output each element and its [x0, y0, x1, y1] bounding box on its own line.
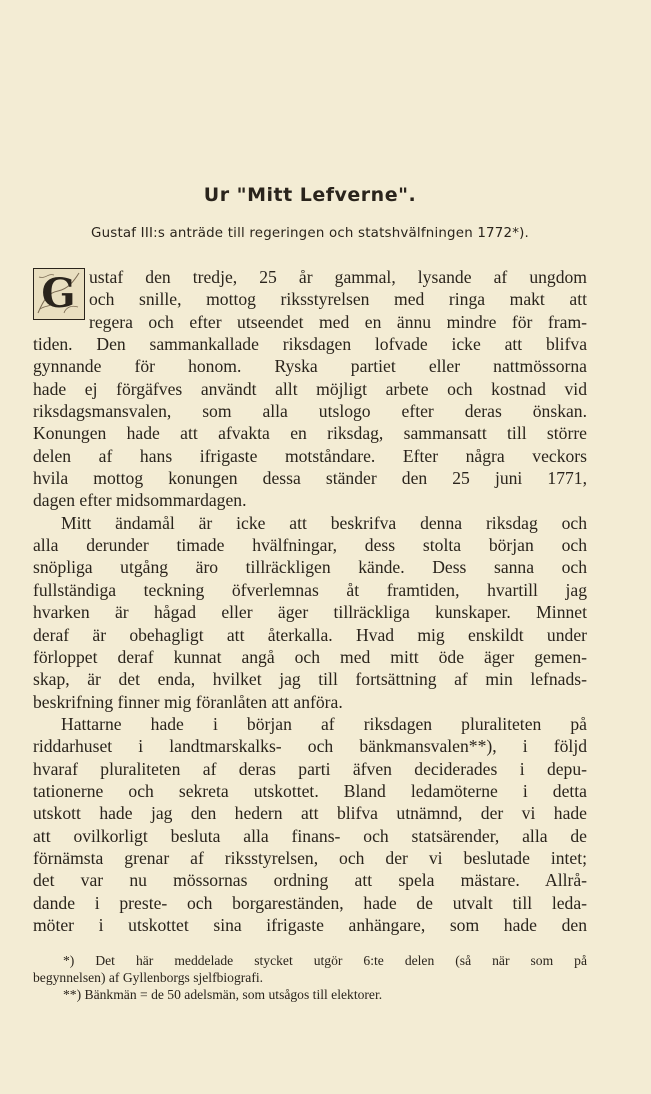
text-line: dagen efter midsommardagen.	[33, 490, 247, 511]
text-line: Mitt ändamål är icke att beskrifva denna riksdag och	[61, 512, 587, 533]
text-line: förnämsta grenar af riksstyrelsen, och der vi beslutade intet;	[33, 847, 587, 868]
text-line: alla derunder timade hvälfningar, dess stolta början och	[33, 535, 587, 556]
footnote-line: *) Det här meddelade stycket utgör 6:te delen (så när som på	[63, 953, 587, 968]
text-line: och snille, mottog riksstyrelsen med ringa makt att	[89, 289, 587, 310]
text-line: hvaraf pluraliteten af deras parti äfven deciderades i depu-	[33, 758, 587, 779]
text-line: hvila mottog konungen dessa ständer den 25 juni 1771,	[33, 468, 587, 489]
text-line: tationerne och sekreta utskottet. Bland ledamöterne i detta	[33, 780, 587, 801]
text-line: skap, är det enda, hvilket jag till fortsättning af min lefnads-	[33, 669, 587, 690]
text-line: snöpliga utgång äro tillräckligen kände. Dess sanna och	[33, 557, 587, 578]
text-line: Konungen hade att afvakta en riksdag, sammansatt till större	[33, 423, 587, 444]
text-line: hvarken är hågad eller äger tillräckliga kunskaper. Minnet	[33, 602, 587, 623]
text-line: riddarhuset i landtmarskalks- och bänkmansvalen**), i följd	[33, 736, 587, 757]
body-text	[33, 266, 587, 936]
text-line: förloppet deraf kunnat angå och med mitt öde äger gemen-	[33, 646, 587, 667]
text-line: det var nu mössornas ordning att spela mästare. Allrå-	[33, 870, 587, 891]
text-line: gynnande för honom. Ryska partiet eller nattmössorna	[33, 356, 587, 377]
text-line: deraf är obehagligt att återkalla. Hvad mig enskildt under	[33, 624, 587, 645]
text-line: riksdagsmansvalen, som alla utslogo efter deras önskan.	[33, 401, 587, 422]
text-line: dande i preste- och borgareständen, hade de utvalt till leda-	[33, 892, 587, 913]
subtitle: Gustaf III:s anträde till regeringen och statshvälfningen 1772*).	[91, 226, 529, 241]
page-title: Ur "Mitt Lefverne".	[203, 184, 417, 206]
footnotes	[33, 952, 587, 1003]
dropcap-letter: G	[41, 270, 76, 317]
text-line: regera och efter utseendet med en ännu mindre för fram-	[89, 311, 587, 332]
text-line: delen af hans ifrigaste motståndare. Efter några veckors	[33, 445, 587, 466]
text-line: beskrifning finner mig föranlåten att anföra.	[33, 691, 343, 712]
text-line: ustaf den tredje, 25 år gammal, lysande af ungdom	[89, 267, 587, 287]
footnote-line: begynnelsen) af Gyllenborgs sjelfbiografi.	[33, 970, 264, 985]
text-line: Hattarne hade i början af riksdagen pluraliteten på	[61, 713, 587, 734]
text-line: fullständiga teckning öfverlemnas åt framtiden, hvartill jag	[33, 579, 587, 600]
text-line: hade ej förgäfves användt allt möjligt arbete och kostnad vid	[33, 378, 587, 399]
text-line: att ovilkorligt besluta alla finans- och statsärender, alla de	[33, 825, 587, 846]
text-line: tiden. Den sammankallade riksdagen lofvade icke att blifva	[33, 334, 587, 355]
text-line: möter i utskottet sina ifrigaste anhängare, som hade den	[33, 914, 587, 935]
text-line: utskott hade jag den hedern att blifva utnämnd, der vi hade	[33, 803, 587, 824]
footnote-line: **) Bänkmän = de 50 adelsmän, som utsågos till elektorer.	[63, 987, 383, 1002]
